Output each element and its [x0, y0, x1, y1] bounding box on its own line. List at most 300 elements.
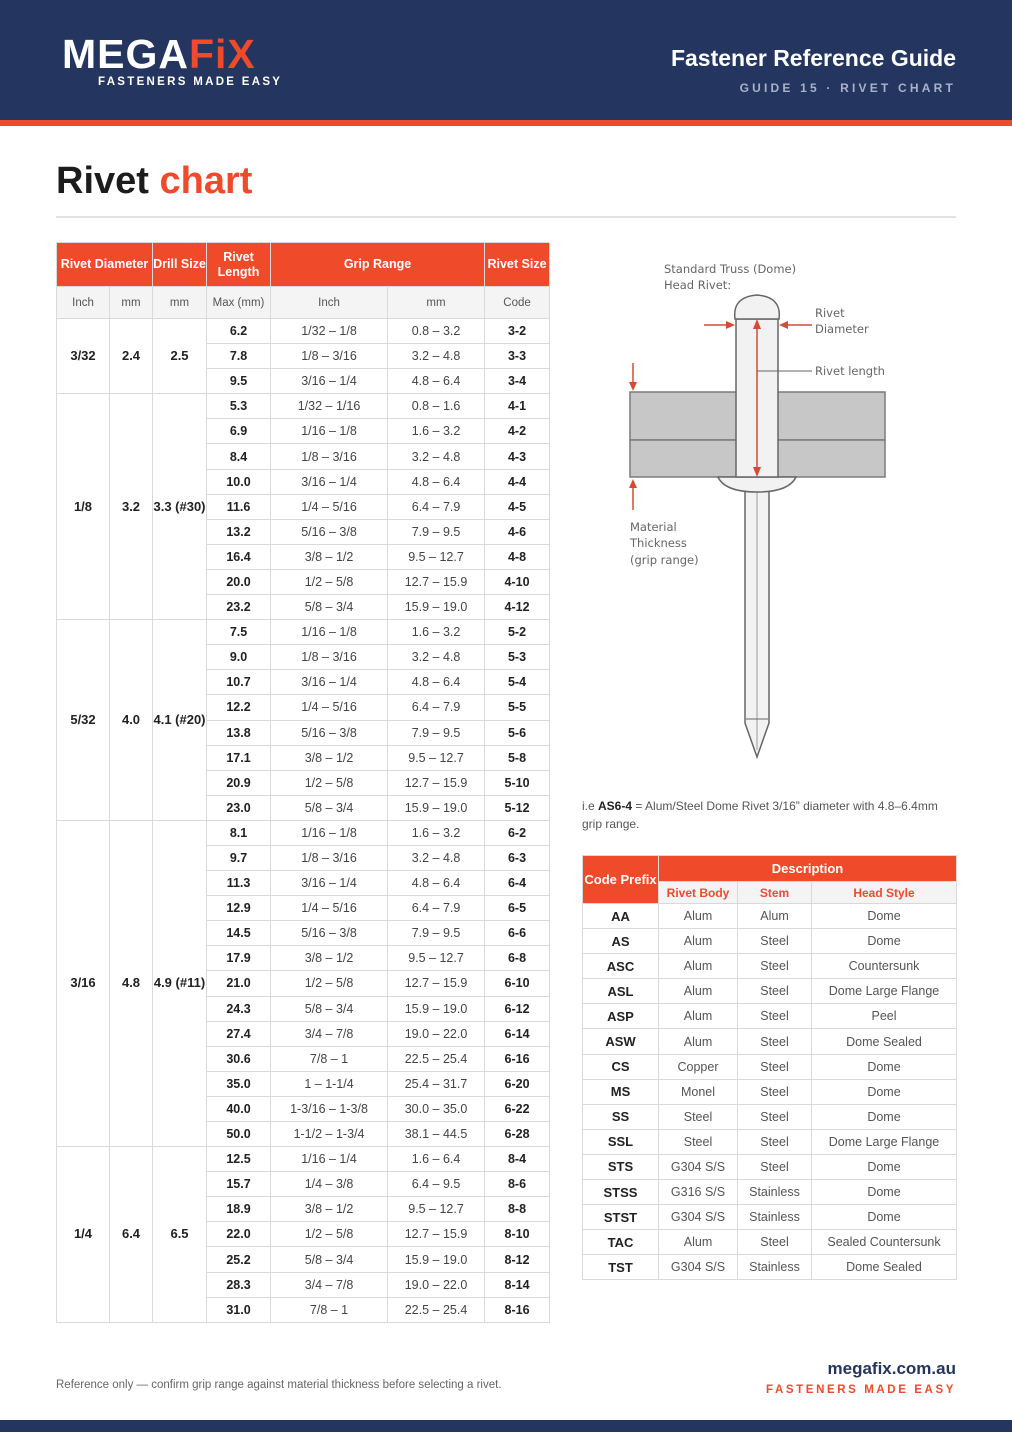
grip-mm-cell: 15.9 – 19.0 [388, 595, 485, 620]
logo-wordmark [62, 31, 272, 77]
head-style-cell: Dome [812, 1104, 957, 1129]
grip-mm-cell: 3.2 – 4.8 [388, 444, 485, 469]
rivet-length-cell: 6.2 [207, 319, 271, 344]
footer-note: Reference only — confirm grip range against material thickness before selecting a rivet. [56, 1379, 502, 1391]
rivet-length-cell: 20.0 [207, 569, 271, 594]
grip-inch-cell: 1/4 – 5/16 [271, 494, 388, 519]
rivet-length-cell: 11.3 [207, 871, 271, 896]
rivet-code-cell: 5-10 [485, 770, 550, 795]
table-row [57, 1147, 550, 1172]
rivet-length-cell: 6.9 [207, 419, 271, 444]
stem-cell: Stainless [738, 1255, 812, 1280]
subheader-head-style: Head Style [812, 882, 957, 904]
guide-title: Fastener Reference Guide [670, 45, 956, 71]
rivet-code-cell: 6-10 [485, 971, 550, 996]
grip-mm-cell: 7.9 – 9.5 [388, 720, 485, 745]
grip-inch-cell: 1/2 – 5/8 [271, 971, 388, 996]
table-row [57, 394, 550, 419]
code-table-body [583, 904, 957, 1280]
rivet-code-cell: 4-2 [485, 419, 550, 444]
rivet-code-cell: 4-1 [485, 394, 550, 419]
grip-inch-cell: 3/16 – 1/4 [271, 369, 388, 394]
grip-mm-cell: 3.2 – 4.8 [388, 645, 485, 670]
rivet-length-cell: 15.7 [207, 1172, 271, 1197]
stem-cell: Steel [738, 1154, 812, 1179]
code-prefix-cell: SS [583, 1104, 659, 1129]
grip-inch-cell: 3/16 – 1/4 [271, 469, 388, 494]
subheader-inch: Inch [57, 287, 110, 319]
grip-inch-cell: 1/8 – 3/16 [271, 344, 388, 369]
table-row [583, 1255, 957, 1280]
stem-cell: Steel [738, 954, 812, 979]
rivet-body-cell: Alum [659, 979, 738, 1004]
header-rivet-length: Rivet Length [207, 243, 271, 287]
diagram-title-line1: Standard Truss (Dome) [664, 262, 797, 276]
stem-cell: Steel [738, 1004, 812, 1029]
grip-mm-cell: 12.7 – 15.9 [388, 569, 485, 594]
table-row [583, 1054, 957, 1079]
drill-size-cell: 4.9 (#11) [153, 820, 207, 1146]
rivet-code-cell: 5-6 [485, 720, 550, 745]
label-thickness-1: Material [630, 520, 677, 534]
rivet-length-cell: 13.2 [207, 519, 271, 544]
stem-cell: Steel [738, 979, 812, 1004]
stem-cell: Steel [738, 1129, 812, 1154]
rivet-code-cell: 6-4 [485, 871, 550, 896]
rivet-length-cell: 14.5 [207, 921, 271, 946]
head-style-cell: Sealed Countersunk [812, 1230, 957, 1255]
code-prefix-cell: CS [583, 1054, 659, 1079]
rivet-length-cell: 9.7 [207, 845, 271, 870]
head-style-cell: Dome [812, 1180, 957, 1205]
rivet-length-cell: 12.9 [207, 896, 271, 921]
footer-tagline: FASTENERS MADE EASY [766, 1384, 956, 1396]
rivet-code-cell: 6-5 [485, 896, 550, 921]
grip-inch-cell: 1/2 – 5/8 [271, 569, 388, 594]
rivet-code-cell: 3-4 [485, 369, 550, 394]
code-prefix-cell: SSL [583, 1129, 659, 1154]
grip-inch-cell: 1/8 – 3/16 [271, 645, 388, 670]
rivet-code-cell: 8-4 [485, 1147, 550, 1172]
rivet-length-cell: 8.4 [207, 444, 271, 469]
grip-mm-cell: 9.5 – 12.7 [388, 544, 485, 569]
grip-mm-cell: 22.5 – 25.4 [388, 1046, 485, 1071]
label-rivet-length: Rivet length [815, 364, 885, 378]
grip-inch-cell: 1/2 – 5/8 [271, 770, 388, 795]
grip-mm-cell: 1.6 – 3.2 [388, 419, 485, 444]
label-thickness-3: (grip range) [630, 553, 699, 567]
rivet-code-cell: 5-4 [485, 670, 550, 695]
grip-mm-cell: 15.9 – 19.0 [388, 1247, 485, 1272]
subheader-code: Code [485, 287, 550, 319]
rivet-diagram [580, 245, 956, 785]
stem-cell: Steel [738, 1054, 812, 1079]
subheader-rivet-body: Rivet Body [659, 882, 738, 904]
rivet-code-cell: 4-5 [485, 494, 550, 519]
diameter-mm-cell: 4.8 [110, 820, 153, 1146]
rivet-body-cell: Steel [659, 1104, 738, 1129]
grip-inch-cell: 7/8 – 1 [271, 1046, 388, 1071]
rivet-code-cell: 3-2 [485, 319, 550, 344]
rivet-length-cell: 9.0 [207, 645, 271, 670]
rivet-length-cell: 23.0 [207, 795, 271, 820]
page-title [56, 160, 252, 203]
grip-inch-cell: 1/16 – 1/8 [271, 620, 388, 645]
rivet-length-cell: 24.3 [207, 996, 271, 1021]
grip-inch-cell: 1/4 – 3/8 [271, 1172, 388, 1197]
code-prefix-cell: AS [583, 929, 659, 954]
grip-mm-cell: 4.8 – 6.4 [388, 369, 485, 394]
diagram-title-line2: Head Rivet: [664, 278, 732, 292]
stem-cell: Steel [738, 1079, 812, 1104]
grip-inch-cell: 1-3/16 – 1-3/8 [271, 1096, 388, 1121]
rivet-length-cell: 10.7 [207, 670, 271, 695]
grip-inch-cell: 5/8 – 3/4 [271, 595, 388, 620]
subheader-grip-inch: Inch [271, 287, 388, 319]
rivet-body-cell: Alum [659, 1004, 738, 1029]
rivet-code-cell: 4-8 [485, 544, 550, 569]
grip-mm-cell: 7.9 – 9.5 [388, 921, 485, 946]
grip-inch-cell: 3/4 – 7/8 [271, 1272, 388, 1297]
grip-inch-cell: 5/16 – 3/8 [271, 720, 388, 745]
stem-cell: Steel [738, 1230, 812, 1255]
table-row [583, 1079, 957, 1104]
rivet-code-cell: 8-8 [485, 1197, 550, 1222]
footer-bar [0, 1420, 1012, 1432]
label-diameter-2: Diameter [815, 322, 869, 336]
table-row [583, 1104, 957, 1129]
rivet-length-cell: 10.0 [207, 469, 271, 494]
rivet-code-cell: 4-6 [485, 519, 550, 544]
grip-mm-cell: 15.9 – 19.0 [388, 996, 485, 1021]
table-row [57, 620, 550, 645]
head-style-cell: Dome [812, 1054, 957, 1079]
head-style-cell: Dome [812, 904, 957, 929]
stem-cell: Alum [738, 904, 812, 929]
grip-mm-cell: 4.8 – 6.4 [388, 469, 485, 494]
grip-inch-cell: 1/8 – 3/16 [271, 845, 388, 870]
grip-inch-cell: 3/4 – 7/8 [271, 1021, 388, 1046]
grip-inch-cell: 7/8 – 1 [271, 1297, 388, 1322]
grip-mm-cell: 9.5 – 12.7 [388, 1197, 485, 1222]
rivet-body-cell: Copper [659, 1054, 738, 1079]
rivet-length-cell: 13.8 [207, 720, 271, 745]
rivet-code-cell: 6-12 [485, 996, 550, 1021]
grip-mm-cell: 1.6 – 3.2 [388, 620, 485, 645]
rivet-code-cell: 6-16 [485, 1046, 550, 1071]
rivet-length-cell: 31.0 [207, 1297, 271, 1322]
rivet-length-cell: 22.0 [207, 1222, 271, 1247]
drill-size-cell: 4.1 (#20) [153, 620, 207, 821]
thickness-arrowhead-bottom [629, 479, 637, 488]
diameter-arrowhead-right [779, 321, 788, 329]
table-row [583, 1029, 957, 1054]
page-header [0, 0, 1012, 120]
rivet-length-cell: 40.0 [207, 1096, 271, 1121]
rivet-code-cell: 6-14 [485, 1021, 550, 1046]
subheader-stem: Stem [738, 882, 812, 904]
rivet-length-cell: 18.9 [207, 1197, 271, 1222]
stem-cell: Steel [738, 1104, 812, 1129]
grip-mm-cell: 30.0 – 35.0 [388, 1096, 485, 1121]
rivet-length-cell: 35.0 [207, 1071, 271, 1096]
head-style-cell: Dome Large Flange [812, 1129, 957, 1154]
rivet-body-cell: Alum [659, 954, 738, 979]
header-rivet-diameter: Rivet Diameter [57, 243, 153, 287]
grip-inch-cell: 1/8 – 3/16 [271, 444, 388, 469]
grip-mm-cell: 12.7 – 15.9 [388, 770, 485, 795]
grip-mm-cell: 9.5 – 12.7 [388, 745, 485, 770]
grip-inch-cell: 1-1/2 – 1-3/4 [271, 1122, 388, 1147]
rivet-code-cell: 5-5 [485, 695, 550, 720]
grip-mm-cell: 12.7 – 15.9 [388, 1222, 485, 1247]
rivet-code-cell: 6-6 [485, 921, 550, 946]
rivet-code-cell: 6-28 [485, 1122, 550, 1147]
rivet-code-cell: 6-2 [485, 820, 550, 845]
grip-inch-cell: 1/4 – 5/16 [271, 896, 388, 921]
code-prefix-table [582, 855, 957, 1280]
rivet-code-cell: 8-6 [485, 1172, 550, 1197]
grip-mm-cell: 19.0 – 22.0 [388, 1021, 485, 1046]
grip-mm-cell: 1.6 – 3.2 [388, 820, 485, 845]
stem-cell: Stainless [738, 1205, 812, 1230]
grip-mm-cell: 15.9 – 19.0 [388, 795, 485, 820]
page-title-main: Rivet [56, 160, 149, 202]
example-text: = Alum/Steel Dome Rivet 3/16” diameter with 4.8–6.4mm grip range. [582, 799, 938, 831]
rivet-body-cell: G304 S/S [659, 1205, 738, 1230]
grip-mm-cell: 3.2 – 4.8 [388, 344, 485, 369]
code-prefix-cell: TST [583, 1255, 659, 1280]
table-row [583, 954, 957, 979]
code-prefix-cell: ASP [583, 1004, 659, 1029]
grip-inch-cell: 3/8 – 1/2 [271, 544, 388, 569]
diameter-mm-cell: 6.4 [110, 1147, 153, 1323]
rivet-length-cell: 17.9 [207, 946, 271, 971]
grip-mm-cell: 0.8 – 1.6 [388, 394, 485, 419]
grip-inch-cell: 5/8 – 3/4 [271, 795, 388, 820]
diameter-inch-cell: 3/32 [57, 319, 110, 394]
code-prefix-cell: TAC [583, 1230, 659, 1255]
rivet-code-cell: 4-3 [485, 444, 550, 469]
rivet-code-cell: 8-12 [485, 1247, 550, 1272]
rivet-body-cell: Alum [659, 929, 738, 954]
rivet-length-cell: 30.6 [207, 1046, 271, 1071]
drill-size-cell: 2.5 [153, 319, 207, 394]
rivet-length-cell: 23.2 [207, 595, 271, 620]
guide-subtitle: GUIDE 15 · RIVET CHART [739, 81, 956, 95]
table-row [583, 1004, 957, 1029]
subheader-max-mm: Max (mm) [207, 287, 271, 319]
example-note [582, 797, 956, 833]
rivet-code-cell: 5-2 [485, 620, 550, 645]
grip-mm-cell: 19.0 – 22.0 [388, 1272, 485, 1297]
rivet-code-cell: 6-8 [485, 946, 550, 971]
grip-mm-cell: 6.4 – 7.9 [388, 494, 485, 519]
label-thickness-2: Thickness [630, 536, 687, 550]
rivet-length-cell: 27.4 [207, 1021, 271, 1046]
head-style-cell: Dome [812, 1205, 957, 1230]
drill-size-cell: 6.5 [153, 1147, 207, 1323]
head-style-cell: Dome [812, 1154, 957, 1179]
grip-mm-cell: 12.7 – 15.9 [388, 971, 485, 996]
code-prefix-cell: AA [583, 904, 659, 929]
grip-inch-cell: 1/16 – 1/8 [271, 820, 388, 845]
logo-tagline: FASTENERS MADE EASY [98, 76, 283, 88]
header-rivet-size: Rivet Size [485, 243, 550, 287]
rivet-code-cell: 8-10 [485, 1222, 550, 1247]
rivet-code-cell: 8-16 [485, 1297, 550, 1322]
table-row [57, 820, 550, 845]
table-row [583, 929, 957, 954]
grip-mm-cell: 38.1 – 44.5 [388, 1122, 485, 1147]
head-style-cell: Countersunk [812, 954, 957, 979]
code-prefix-cell: STS [583, 1154, 659, 1179]
rivet-code-cell: 6-3 [485, 845, 550, 870]
header-description: Description [659, 856, 957, 882]
rivet-chart-table [56, 242, 550, 1323]
diameter-inch-cell: 1/4 [57, 1147, 110, 1323]
label-diameter-1: Rivet [815, 306, 845, 320]
example-code: AS6-4 [598, 799, 633, 813]
table-row [583, 1129, 957, 1154]
example-prefix: i.e [582, 799, 599, 813]
grip-inch-cell: 5/16 – 3/8 [271, 519, 388, 544]
rivet-code-cell: 5-12 [485, 795, 550, 820]
rivet-body-cell: Alum [659, 1230, 738, 1255]
rivet-length-cell: 20.9 [207, 770, 271, 795]
rivet-body-cell: G316 S/S [659, 1180, 738, 1205]
code-prefix-cell: ASC [583, 954, 659, 979]
subheader-grip-mm: mm [388, 287, 485, 319]
rivet-code-cell: 5-8 [485, 745, 550, 770]
drill-size-cell: 3.3 (#30) [153, 394, 207, 620]
diameter-inch-cell: 3/16 [57, 820, 110, 1146]
stem-cell: Steel [738, 929, 812, 954]
rivet-length-cell: 50.0 [207, 1122, 271, 1147]
table-row [583, 1180, 957, 1205]
diameter-inch-cell: 1/8 [57, 394, 110, 620]
rivet-length-cell: 17.1 [207, 745, 271, 770]
rivet-code-cell: 4-12 [485, 595, 550, 620]
rivet-code-cell: 3-3 [485, 344, 550, 369]
grip-inch-cell: 5/8 – 3/4 [271, 996, 388, 1021]
grip-inch-cell: 3/8 – 1/2 [271, 745, 388, 770]
rivet-length-cell: 5.3 [207, 394, 271, 419]
grip-inch-cell: 3/8 – 1/2 [271, 946, 388, 971]
grip-mm-cell: 7.9 – 9.5 [388, 519, 485, 544]
logo-mega: MEGA [62, 31, 189, 77]
thickness-arrowhead-top [629, 382, 637, 391]
rivet-body-cell: Alum [659, 1029, 738, 1054]
code-prefix-cell: MS [583, 1079, 659, 1104]
rivet-length-cell: 9.5 [207, 369, 271, 394]
subheader-drill-mm: mm [153, 287, 207, 319]
table-row [57, 319, 550, 344]
grip-inch-cell: 1 – 1-1/4 [271, 1071, 388, 1096]
grip-mm-cell: 9.5 – 12.7 [388, 946, 485, 971]
logo-fix: FiX [189, 31, 256, 77]
stem-cell: Stainless [738, 1180, 812, 1205]
header-accent-stripe [0, 120, 1012, 126]
code-prefix-cell: ASW [583, 1029, 659, 1054]
grip-mm-cell: 4.8 – 6.4 [388, 871, 485, 896]
code-prefix-cell: STSS [583, 1180, 659, 1205]
rivet-length-cell: 25.2 [207, 1247, 271, 1272]
rivet-code-cell: 8-14 [485, 1272, 550, 1297]
title-divider [56, 216, 956, 218]
table-row [583, 1154, 957, 1179]
rivet-code-cell: 5-3 [485, 645, 550, 670]
head-style-cell: Dome Sealed [812, 1029, 957, 1054]
rivet-length-cell: 12.2 [207, 695, 271, 720]
rivet-body-cell: G304 S/S [659, 1154, 738, 1179]
grip-mm-cell: 4.8 – 6.4 [388, 670, 485, 695]
rivet-body-cell: Monel [659, 1079, 738, 1104]
grip-mm-cell: 22.5 – 25.4 [388, 1297, 485, 1322]
diameter-mm-cell: 2.4 [110, 319, 153, 394]
table-row [583, 904, 957, 929]
rivet-length-cell: 7.8 [207, 344, 271, 369]
footer-site-link[interactable]: megafix.com.au [827, 1359, 956, 1378]
rivet-length-cell: 11.6 [207, 494, 271, 519]
grip-inch-cell: 1/16 – 1/4 [271, 1147, 388, 1172]
rivet-code-cell: 4-4 [485, 469, 550, 494]
diameter-inch-cell: 5/32 [57, 620, 110, 821]
rivet-code-cell: 6-20 [485, 1071, 550, 1096]
grip-mm-cell: 6.4 – 7.9 [388, 896, 485, 921]
subheader-mm: mm [110, 287, 153, 319]
table-row [583, 1230, 957, 1255]
rivet-code-cell: 6-22 [485, 1096, 550, 1121]
stem-cell: Steel [738, 1029, 812, 1054]
grip-mm-cell: 0.8 – 3.2 [388, 319, 485, 344]
grip-inch-cell: 3/16 – 1/4 [271, 871, 388, 896]
table-row [583, 1205, 957, 1230]
grip-inch-cell: 1/32 – 1/16 [271, 394, 388, 419]
grip-mm-cell: 25.4 – 31.7 [388, 1071, 485, 1096]
grip-inch-cell: 1/2 – 5/8 [271, 1222, 388, 1247]
rivet-body-cell: Alum [659, 904, 738, 929]
head-style-cell: Dome [812, 929, 957, 954]
megafix-logo [62, 31, 283, 88]
head-style-cell: Dome Large Flange [812, 979, 957, 1004]
code-prefix-cell: STST [583, 1205, 659, 1230]
rivet-length-cell: 8.1 [207, 820, 271, 845]
grip-inch-cell: 5/16 – 3/8 [271, 921, 388, 946]
rivet-tail [718, 477, 796, 492]
page-title-accent: chart [159, 160, 253, 202]
grip-mm-cell: 6.4 – 7.9 [388, 695, 485, 720]
grip-inch-cell: 3/8 – 1/2 [271, 1197, 388, 1222]
grip-inch-cell: 5/8 – 3/4 [271, 1247, 388, 1272]
rivet-code-cell: 4-10 [485, 569, 550, 594]
grip-inch-cell: 1/32 – 1/8 [271, 319, 388, 344]
head-style-cell: Dome Sealed [812, 1255, 957, 1280]
rivet-length-cell: 21.0 [207, 971, 271, 996]
head-style-cell: Dome [812, 1079, 957, 1104]
head-style-cell: Peel [812, 1004, 957, 1029]
grip-inch-cell: 3/16 – 1/4 [271, 670, 388, 695]
header-grip-range: Grip Range [271, 243, 485, 287]
rivet-length-cell: 7.5 [207, 620, 271, 645]
rivet-length-cell: 16.4 [207, 544, 271, 569]
diameter-arrowhead-left [726, 321, 735, 329]
table-row [583, 979, 957, 1004]
rivet-dome-head [735, 295, 780, 319]
grip-inch-cell: 1/16 – 1/8 [271, 419, 388, 444]
rivet-body-cell: Steel [659, 1129, 738, 1154]
grip-inch-cell: 1/4 – 5/16 [271, 695, 388, 720]
